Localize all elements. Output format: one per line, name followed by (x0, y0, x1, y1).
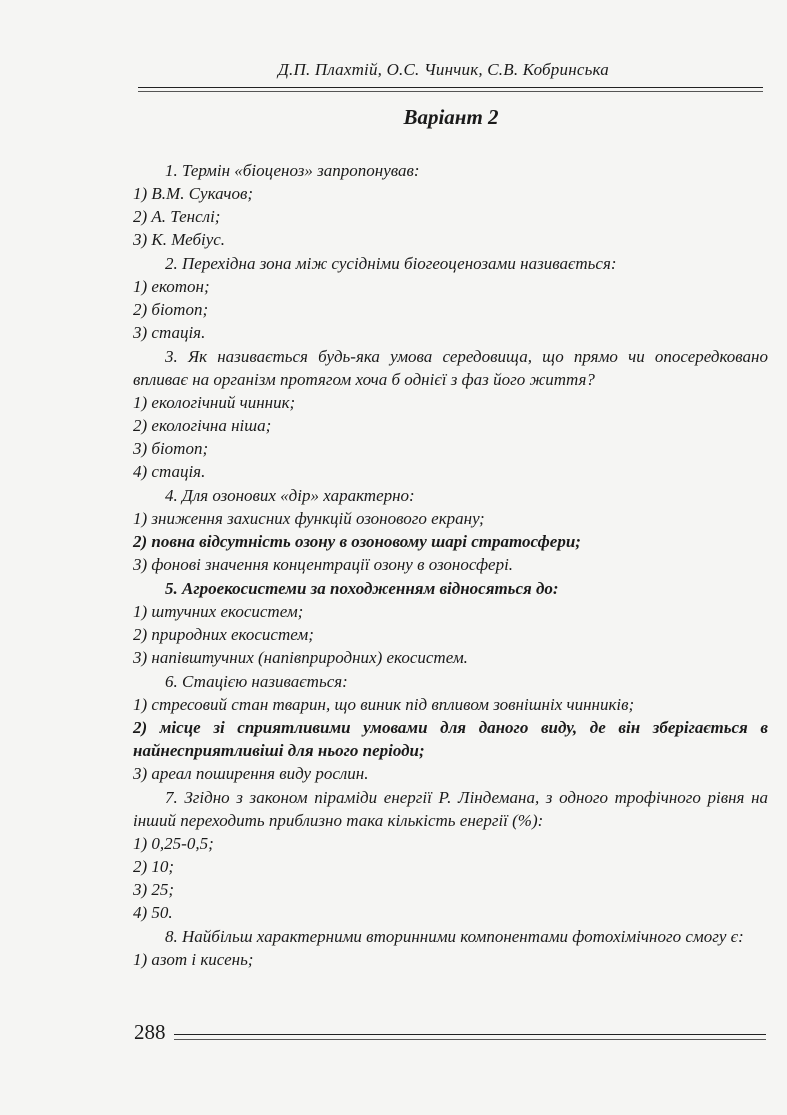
page-number: 288 (134, 1020, 166, 1044)
header-authors: Д.П. Плахтій, О.С. Чинчик, С.В. Кобринська (278, 60, 609, 79)
question-6 (133, 670, 768, 785)
option: 2) екологічна ніша; (133, 416, 272, 435)
header-rule-thin (138, 91, 763, 92)
option: 4) стація. (133, 462, 206, 481)
option: 1) 0,25-0,5; (133, 834, 214, 853)
option: 3) фонові значення концентрації озону в озоносфері. (133, 555, 514, 574)
option: 3) стація. (133, 323, 206, 342)
variant-title: Варіант 2 (403, 105, 499, 129)
option: 2) біотоп; (133, 300, 209, 319)
question-4 (133, 484, 768, 576)
option: 2) природних екосистем; (133, 625, 314, 644)
option-correct: 2) повна відсутність озону в озоновому шарі стратосфери; (133, 532, 581, 551)
option: 1) екотон; (133, 277, 210, 296)
question-3 (133, 345, 768, 483)
footer-rule-thin (174, 1039, 766, 1040)
option: 3) напівштучних (напівприродних) екосистем. (133, 648, 468, 667)
question-text: 8. Найбільш характерними вторинними компонентами фотохімічного смогу є: (165, 927, 744, 946)
question-text: 1. Термін «біоценоз» запропонував: (165, 161, 420, 180)
option-correct: 2) місце зі сприятливими умовами для даного виду, де він зберігається в найнесприятливіші для нього періоди; (133, 718, 768, 760)
question-8 (133, 925, 768, 971)
question-2 (133, 252, 768, 344)
option: 3) 25; (133, 880, 175, 899)
option: 1) азот і кисень; (133, 950, 254, 969)
question-text: 5. Агроекосистеми за походженням відносяться до: (165, 579, 559, 598)
option: 1) екологічний чинник; (133, 393, 296, 412)
question-text: 6. Стацією називається: (165, 672, 348, 691)
question-text: 4. Для озонових «дір» характерно: (165, 486, 415, 505)
question-text: 2. Перехідна зона між сусідніми біогеоценозами називається: (165, 254, 617, 273)
option: 2) А. Тенслі; (133, 207, 221, 226)
option: 3) біотоп; (133, 439, 209, 458)
option: 3) К. Мебіус. (133, 230, 226, 249)
option: 2) 10; (133, 857, 175, 876)
option: 1) стресовий стан тварин, що виник під впливом зовнішніх чинників; (133, 695, 635, 714)
question-7 (133, 786, 768, 924)
header-rule (138, 87, 763, 88)
option: 1) штучних екосистем; (133, 602, 304, 621)
option: 3) ареал поширення виду рослин. (133, 764, 369, 783)
option: 1) В.М. Сукачов; (133, 184, 254, 203)
option: 4) 50. (133, 903, 173, 922)
question-text: 7. Згідно з законом піраміди енергії Р. Ліндемана, з одного трофічного рівня на інший переходить приблизно така кількість енергії (%): (133, 788, 768, 830)
question-5 (133, 577, 768, 669)
page-footer (134, 1020, 766, 1050)
questions-list (133, 158, 768, 971)
option: 1) зниження захисних функцій озонового екрану; (133, 509, 485, 528)
footer-rule (174, 1034, 766, 1035)
question-1 (133, 159, 768, 251)
question-text: 3. Як називається будь-яка умова середовища, що прямо чи опосередковано впливає на організм протягом хоча б однієї з фаз його життя? (133, 347, 768, 389)
